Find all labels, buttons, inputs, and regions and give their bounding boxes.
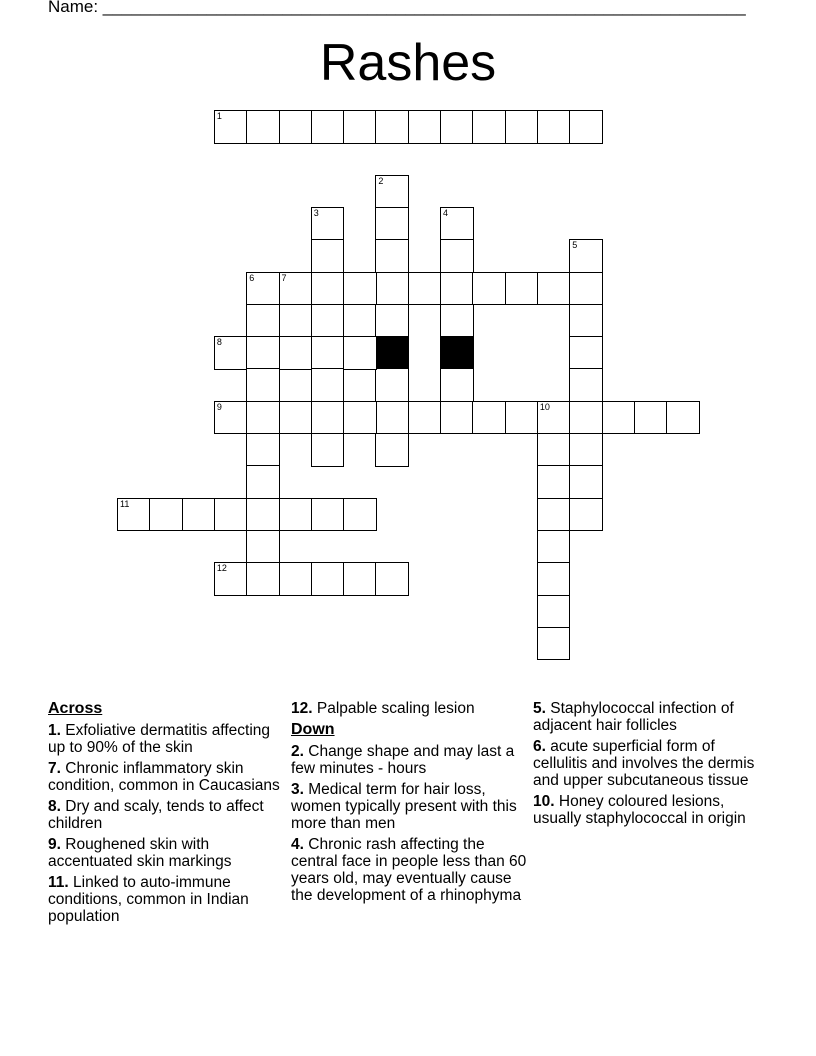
- clues-column-2: [291, 700, 527, 908]
- grid-cell[interactable]: [537, 498, 571, 532]
- across-heading: Across: [48, 700, 103, 717]
- grid-cell[interactable]: [375, 304, 409, 338]
- grid-cell[interactable]: [246, 368, 280, 402]
- clue-number: 2.: [291, 743, 304, 760]
- page-title: Rashes: [319, 34, 497, 92]
- clue-number-label: 3: [313, 207, 319, 218]
- grid-cell[interactable]: [375, 562, 409, 596]
- grid-cell[interactable]: [375, 110, 409, 144]
- grid-cell[interactable]: [246, 110, 280, 144]
- grid-cell[interactable]: [375, 401, 409, 435]
- clue-number-label: 7: [281, 272, 287, 283]
- grid-cell[interactable]: [149, 498, 183, 532]
- grid-cell[interactable]: [537, 627, 571, 661]
- grid-cell[interactable]: [537, 433, 571, 467]
- clue-number-label: 1: [216, 111, 222, 121]
- grid-cell[interactable]: [537, 562, 571, 596]
- grid-cell[interactable]: [182, 498, 216, 532]
- grid-cell[interactable]: [537, 465, 571, 499]
- grid-cell[interactable]: [214, 401, 248, 435]
- clue-across-1: [48, 722, 288, 756]
- grid-cell[interactable]: [311, 239, 345, 273]
- clue-down-10: [533, 793, 763, 827]
- grid-cell[interactable]: [279, 562, 313, 596]
- clue-down-4: [291, 836, 527, 904]
- clue-text: Change shape and may last a few minutes - hours: [291, 743, 515, 777]
- clue-number: 8.: [48, 798, 61, 815]
- clue-down-3: [291, 781, 527, 832]
- clue-number: 4.: [291, 836, 304, 853]
- clue-across-12: [291, 700, 527, 717]
- grid-cell[interactable]: [569, 401, 603, 435]
- clue-text: Medical term for hair loss, women typically present with this more than men: [291, 781, 517, 832]
- grid-cell[interactable]: [279, 498, 313, 532]
- clue-across-7: [48, 760, 288, 794]
- grid-cell[interactable]: [569, 498, 603, 532]
- grid-cell[interactable]: [343, 110, 377, 144]
- grid-cell[interactable]: [343, 401, 377, 435]
- clue-number: 3.: [291, 781, 304, 798]
- clue-number: 1.: [48, 722, 61, 739]
- grid-cell[interactable]: [537, 401, 571, 435]
- grid-cell[interactable]: [311, 336, 345, 370]
- clue-number: 9.: [48, 836, 61, 853]
- grid-cell[interactable]: [569, 239, 603, 273]
- grid-cell[interactable]: [375, 175, 409, 209]
- clue-number: 10.: [533, 793, 555, 810]
- clue-number-label: 12: [216, 563, 227, 574]
- grid-cell[interactable]: [214, 336, 248, 370]
- grid-cell[interactable]: [246, 272, 280, 306]
- grid-cell[interactable]: [375, 433, 409, 467]
- clue-text: acute superficial form of cellulitis and involves the dermis and upper subcutaneous tissue: [533, 738, 755, 789]
- grid-cell[interactable]: [117, 498, 151, 532]
- clue-text: Linked to auto-immune conditions, common in Indian population: [48, 874, 249, 925]
- clue-number: 5.: [533, 700, 546, 717]
- clue-number-label: 2: [378, 175, 384, 186]
- clue-number: 12.: [291, 700, 313, 717]
- grid-cell[interactable]: [311, 433, 345, 467]
- grid-cell[interactable]: [311, 304, 345, 338]
- clue-down-6: [533, 738, 763, 789]
- grid-cell[interactable]: [440, 207, 474, 241]
- grid-cell[interactable]: [214, 498, 248, 532]
- grid-cell[interactable]: [343, 336, 377, 370]
- grid-cell[interactable]: [311, 562, 345, 596]
- grid-cell[interactable]: [279, 272, 313, 306]
- grid-cell[interactable]: [311, 110, 345, 144]
- grid-cell[interactable]: [279, 336, 313, 370]
- grid-cell[interactable]: [537, 595, 571, 629]
- grid-cell[interactable]: [311, 498, 345, 532]
- grid-cell[interactable]: [569, 304, 603, 338]
- clue-down-2: [291, 743, 527, 777]
- grid-cell[interactable]: [375, 239, 409, 273]
- grid-cell[interactable]: [375, 272, 409, 306]
- grid-cell[interactable]: [569, 110, 603, 144]
- grid-cell[interactable]: [246, 336, 280, 370]
- clue-across-9: [48, 836, 288, 870]
- clue-number-label: 4: [443, 207, 449, 218]
- grid-cell[interactable]: [246, 562, 280, 596]
- clue-number-label: 8: [216, 337, 222, 348]
- grid-cell[interactable]: [214, 110, 248, 144]
- grid-cell[interactable]: [408, 401, 442, 435]
- grid-cell[interactable]: [246, 401, 280, 435]
- clue-text: Palpable scaling lesion: [316, 700, 475, 717]
- clue-number-label: 11: [120, 498, 130, 509]
- grid-cell[interactable]: [246, 433, 280, 467]
- grid-cell[interactable]: [408, 110, 442, 144]
- name-line[interactable]: Name: ____________________________________________________________________: [48, 0, 746, 16]
- clue-number-label: 10: [539, 401, 550, 412]
- clue-text: Honey coloured lesions, usually staphylococcal in origin: [533, 793, 746, 827]
- down-heading: Down: [291, 721, 335, 738]
- grid-cell[interactable]: [343, 272, 377, 306]
- clue-number: 11.: [48, 874, 69, 891]
- grid-cell[interactable]: [279, 110, 313, 144]
- grid-cell[interactable]: [440, 401, 474, 435]
- grid-block: [440, 336, 474, 370]
- grid-cell[interactable]: [408, 272, 442, 306]
- clue-number-label: 5: [572, 240, 578, 251]
- grid-cell[interactable]: [569, 465, 603, 499]
- grid-cell[interactable]: [634, 401, 668, 435]
- grid-cell[interactable]: [343, 498, 377, 532]
- grid-cell[interactable]: [472, 110, 506, 144]
- clue-text: Roughened skin with accentuated skin markings: [48, 836, 232, 870]
- grid-cell[interactable]: [375, 207, 409, 241]
- grid-cell[interactable]: [440, 272, 474, 306]
- grid-cell[interactable]: [666, 401, 700, 435]
- grid-cell[interactable]: [569, 368, 603, 402]
- grid-cell[interactable]: [440, 304, 474, 338]
- grid-cell[interactable]: [343, 562, 377, 596]
- grid-cell[interactable]: [440, 368, 474, 402]
- grid-cell[interactable]: [246, 498, 280, 532]
- grid-cell[interactable]: [505, 401, 539, 435]
- grid-cell[interactable]: [472, 401, 506, 435]
- grid-cell[interactable]: [311, 272, 345, 306]
- clue-number-label: 6: [249, 272, 255, 283]
- grid-block: [375, 336, 409, 370]
- clue-number-label: 9: [216, 401, 222, 412]
- grid-cell[interactable]: [311, 207, 345, 241]
- clue-text: Dry and scaly, tends to affect children: [48, 798, 264, 832]
- clue-number: 7.: [48, 760, 61, 777]
- grid-cell[interactable]: [569, 336, 603, 370]
- grid-cell[interactable]: [279, 401, 313, 435]
- grid-cell[interactable]: [246, 465, 280, 499]
- grid-cell[interactable]: [246, 304, 280, 338]
- clue-text: Staphylococcal infection of adjacent hair follicles: [533, 700, 734, 734]
- clue-across-8: [48, 798, 288, 832]
- grid-cell[interactable]: [472, 272, 506, 306]
- grid-cell[interactable]: [537, 272, 571, 306]
- clue-number: 6.: [533, 738, 546, 755]
- grid-cell[interactable]: [375, 368, 409, 402]
- clues-column-3: [533, 700, 763, 831]
- clue-text: Chronic rash affecting the central face in people less than 60 years old, may eventually cause the development of a rhinophyma: [291, 836, 527, 904]
- clue-text: Chronic inflammatory skin condition, common in Caucasians: [48, 760, 280, 794]
- grid-cell[interactable]: [537, 530, 571, 564]
- grid-cell[interactable]: [214, 562, 248, 596]
- grid-cell[interactable]: [311, 401, 345, 435]
- grid-cell[interactable]: [569, 272, 603, 306]
- grid-cell[interactable]: [537, 110, 571, 144]
- grid-cell[interactable]: [246, 530, 280, 564]
- grid-cell[interactable]: [602, 401, 636, 435]
- clues-column-1: [48, 700, 288, 929]
- clue-down-5: [533, 700, 763, 734]
- clue-text: Exfoliative dermatitis affecting up to 90% of the skin: [48, 722, 271, 756]
- grid-cell[interactable]: [505, 110, 539, 144]
- grid-cell[interactable]: [311, 368, 345, 402]
- clue-across-11: [48, 874, 288, 925]
- grid-cell[interactable]: [440, 110, 474, 144]
- grid-cell[interactable]: [569, 433, 603, 467]
- grid-cell[interactable]: [440, 239, 474, 273]
- grid-cell[interactable]: [505, 272, 539, 306]
